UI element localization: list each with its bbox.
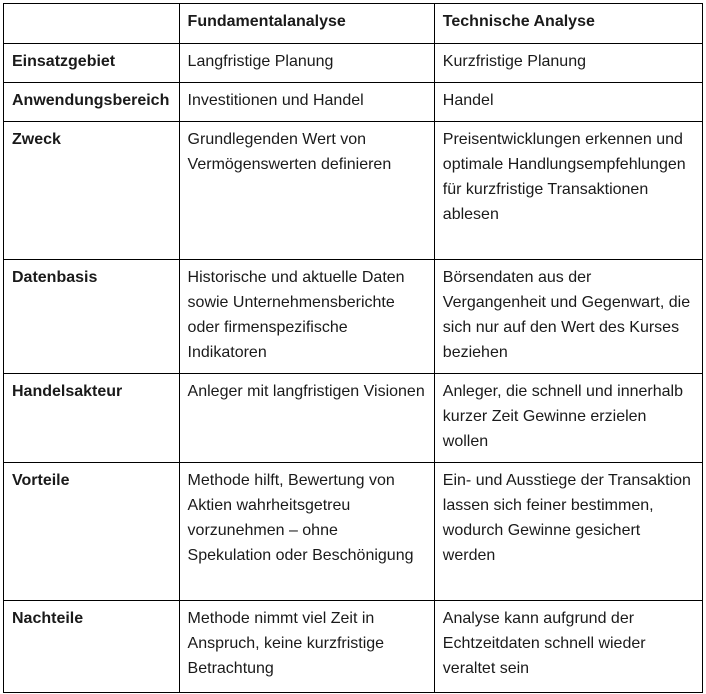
fundamental-cell: Historische und aktuelle Daten sowie Unternehmensberichte oder firmenspezifische Indikatoren: [179, 260, 434, 374]
row-label: Zweck: [4, 122, 180, 260]
header-empty-cell: [4, 4, 180, 44]
fundamental-cell: Investitionen und Handel: [179, 83, 434, 122]
row-label: Handelsakteur: [4, 374, 180, 463]
technical-cell: Analyse kann aufgrund der Echtzeitdaten schnell wieder veraltet sein: [434, 601, 702, 693]
fundamental-cell: Methode nimmt viel Zeit in Anspruch, keine kurzfristige Betrachtung: [179, 601, 434, 693]
table-row: [4, 374, 703, 463]
technical-cell: Preisentwicklungen erkennen und optimale Handlungsempfehlungen für kurzfristige Transaktionen ablesen: [434, 122, 702, 260]
comparison-table: [3, 3, 703, 693]
row-label: Einsatzgebiet: [4, 44, 180, 83]
fundamental-cell: Grundlegenden Wert von Vermögenswerten definieren: [179, 122, 434, 260]
technical-cell: Handel: [434, 83, 702, 122]
table-row: [4, 601, 703, 693]
fundamental-cell: Anleger mit langfristigen Visionen: [179, 374, 434, 463]
header-row: [4, 4, 703, 44]
technical-cell: Anleger, die schnell und innerhalb kurzer Zeit Gewinne erzielen wollen: [434, 374, 702, 463]
table-row: [4, 44, 703, 83]
row-label: Nachteile: [4, 601, 180, 693]
table-row: [4, 83, 703, 122]
table-row: [4, 260, 703, 374]
row-label: Vorteile: [4, 463, 180, 601]
technical-cell: Ein- und Ausstiege der Transaktion lassen sich feiner bestimmen, wodurch Gewinne gesichert werden: [434, 463, 702, 601]
row-label: Anwendungsbereich: [4, 83, 180, 122]
table-row: [4, 122, 703, 260]
header-technische-analyse: Technische Analyse: [434, 4, 702, 44]
fundamental-cell: Langfristige Planung: [179, 44, 434, 83]
technical-cell: Kurzfristige Planung: [434, 44, 702, 83]
row-label: Datenbasis: [4, 260, 180, 374]
fundamental-cell: Methode hilft, Bewertung von Aktien wahrheitsgetreu vorzunehmen – ohne Spekulation oder Beschönigung: [179, 463, 434, 601]
technical-cell: Börsendaten aus der Vergangenheit und Gegenwart, die sich nur auf den Wert des Kurses beziehen: [434, 260, 702, 374]
header-fundamentalanalyse: Fundamentalanalyse: [179, 4, 434, 44]
table-row: [4, 463, 703, 601]
